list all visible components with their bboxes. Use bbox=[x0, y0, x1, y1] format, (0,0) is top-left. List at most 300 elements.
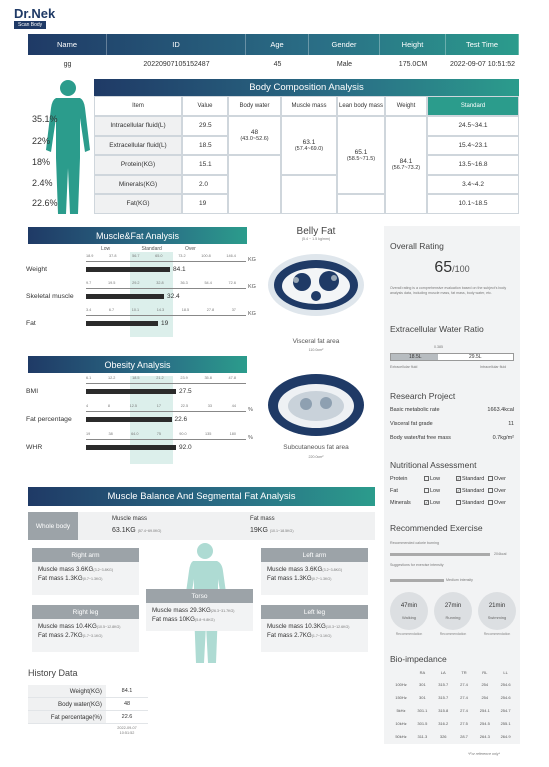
rating-score-box bbox=[384, 259, 520, 277]
muscle-mass-cell-range: (57.4~69.0) bbox=[294, 145, 324, 152]
bio-cell: TR bbox=[461, 670, 467, 675]
muscle-fat-value: 19 bbox=[161, 320, 169, 327]
rating-description: Overall rating is a comprehensive evaluation based on the subject's body analysis data, including muscle mass, fat mass, body water, etc. bbox=[390, 286, 507, 295]
info-values-row bbox=[28, 55, 519, 73]
right-leg-fat-value: 2.7KG bbox=[65, 632, 83, 639]
nutrition-title: Nutritional Assessment bbox=[390, 460, 477, 470]
ecw-right-label: Intracellular fluid bbox=[480, 365, 507, 369]
footer-note: *For reference only* bbox=[468, 752, 500, 756]
obesity-value: 27.5 bbox=[179, 388, 192, 395]
bio-row bbox=[390, 730, 516, 743]
checked-box-icon: ✓ bbox=[457, 488, 461, 494]
muscle-fat-tick: 3.4 bbox=[86, 308, 92, 312]
obesity-bar bbox=[86, 417, 172, 422]
left-arm-muscle-label: Muscle mass bbox=[267, 566, 305, 573]
exercise-time: 21min bbox=[488, 602, 506, 609]
muscle-fat-ticks bbox=[86, 281, 236, 285]
muscle-fat-tick: 27.8 bbox=[206, 308, 215, 312]
history-value: 22.6 bbox=[121, 714, 133, 720]
checkbox-icon bbox=[488, 488, 493, 493]
bio-cell: 254.6 bbox=[500, 682, 511, 687]
whole-fat-label: Fat mass bbox=[250, 516, 275, 522]
muscle-fat-bar bbox=[86, 294, 164, 299]
bio-cell: 27.4 bbox=[460, 682, 468, 687]
muscle-fat-tick: 56.7 bbox=[132, 254, 140, 258]
intensity-bar bbox=[390, 579, 444, 582]
visceral-scan-icon bbox=[266, 252, 366, 318]
bio-cell: LL bbox=[503, 670, 508, 675]
muscle-fat-ticks bbox=[86, 254, 236, 258]
belly-fat-section bbox=[262, 226, 370, 471]
info-value-cell: 2022-09-07 10:51:52 bbox=[450, 60, 515, 68]
bio-cell: 254.7 bbox=[500, 708, 511, 713]
left-leg-fat bbox=[261, 630, 368, 639]
muscle-fat-tick: 54.4 bbox=[204, 281, 212, 285]
obesity-value: 22.6 bbox=[174, 416, 188, 423]
belly-fat-title: Belly Fat bbox=[296, 226, 336, 237]
muscle-fat-tick: 10.1 bbox=[131, 308, 140, 312]
muscle-fat-tick: 9.7 bbox=[86, 281, 92, 285]
nutrition-option-label: Over bbox=[494, 488, 506, 494]
composition-standard: 3.4~4.2 bbox=[427, 175, 519, 195]
left-leg-fat-label: Fat mass bbox=[267, 632, 295, 639]
muscle-fat-tick: 37.8 bbox=[109, 254, 117, 258]
info-value-cell: 20220907105152487 bbox=[143, 60, 210, 68]
bio-cell: 10kHz bbox=[395, 721, 407, 726]
history-row bbox=[28, 711, 148, 724]
history-date-day: 2022-09-07 bbox=[117, 726, 137, 730]
right-leg-fat-label: Fat mass bbox=[38, 632, 66, 639]
info-value-cell: gg bbox=[63, 60, 72, 68]
nutrition-option bbox=[456, 476, 484, 482]
composition-header-cell: Value bbox=[182, 96, 228, 116]
rating-max: /100 bbox=[452, 264, 470, 274]
left-leg-muscle-label: Muscle mass bbox=[267, 623, 305, 630]
muscle-fat-title: Muscle&Fat Analysis bbox=[28, 227, 247, 244]
nutrition-option-label: Low bbox=[430, 488, 441, 494]
nutrition-option-label: Standard bbox=[462, 488, 485, 494]
bio-cell: 326 bbox=[439, 734, 447, 739]
bio-row bbox=[390, 704, 516, 717]
obesity-tick: 18.5 bbox=[132, 376, 140, 380]
right-arm-box bbox=[32, 548, 139, 595]
body-percent-label: 18% bbox=[32, 157, 51, 167]
rating-title: Overall Rating bbox=[390, 241, 444, 251]
info-header-cell: Name bbox=[28, 34, 107, 55]
nutrition-label: Protein bbox=[390, 476, 408, 482]
ecw-right-value: 29.5L bbox=[469, 354, 482, 360]
right-arm-muscle-range: (3.2~3.8KG) bbox=[93, 568, 114, 572]
exercise-title: Recommended Exercise bbox=[390, 523, 483, 533]
research-value: 0.7kg/m² bbox=[492, 435, 514, 441]
obesity-tick: 21.2 bbox=[156, 376, 164, 380]
exercise-name: Walking bbox=[401, 614, 417, 620]
right-leg-muscle bbox=[32, 619, 139, 630]
subcutaneous-label: Subcutaneous fat area bbox=[283, 444, 349, 451]
brand-logo bbox=[14, 6, 55, 29]
obesity-ticks bbox=[86, 404, 236, 408]
right-arm-muscle bbox=[32, 562, 139, 573]
bio-cell: 315.8 bbox=[438, 708, 449, 713]
bio-row bbox=[390, 691, 516, 704]
ecw-ratio: 0.385 bbox=[434, 345, 443, 349]
bio-cell: 27.5 bbox=[460, 721, 468, 726]
bio-header-row bbox=[390, 667, 516, 678]
research-label: Body water/fat free mass bbox=[390, 435, 451, 441]
muscle-fat-bar bbox=[86, 321, 158, 326]
obesity-tick: 22.5 bbox=[180, 404, 189, 408]
left-arm-title: Left arm bbox=[261, 548, 368, 562]
left-leg-fat-value: 2.7KG bbox=[294, 632, 312, 639]
bio-cell: 315.7 bbox=[438, 682, 449, 687]
info-header-cell: ID bbox=[107, 34, 246, 55]
left-arm-fat-label: Fat mass bbox=[267, 575, 295, 582]
composition-header-cell: Muscle mass bbox=[281, 96, 337, 116]
history-row bbox=[28, 685, 148, 698]
visceral-value: 110.0cm² bbox=[308, 348, 324, 352]
obesity-bar bbox=[86, 445, 176, 450]
bio-cell: 5kHz bbox=[396, 708, 406, 713]
brand-name: Dr.Nek bbox=[14, 6, 56, 21]
research-label: Basic metabolic rate bbox=[390, 407, 440, 413]
left-arm-muscle bbox=[261, 562, 368, 573]
torso-fat-label: Fat mass bbox=[152, 616, 180, 623]
exercise-name: Swimming bbox=[487, 614, 507, 620]
rating-score: 65 bbox=[434, 259, 453, 276]
bio-cell: RL bbox=[482, 670, 488, 675]
obesity-tick: 4 bbox=[86, 404, 89, 408]
torso-fat-range: (5.8~9.8KG) bbox=[195, 618, 215, 622]
nutrition-option bbox=[488, 476, 506, 482]
nutrition-option-label: Over bbox=[494, 500, 506, 506]
info-value-cell: 175.0CM bbox=[398, 60, 428, 68]
composition-title: Body Composition Analysis bbox=[94, 79, 519, 96]
obesity-tick: 8 bbox=[107, 404, 110, 408]
nutrition-option-label: Low bbox=[430, 500, 441, 506]
right-leg-muscle-range: (10.5~12.8KG) bbox=[96, 625, 121, 629]
left-leg-title: Left leg bbox=[261, 605, 368, 619]
body-water-cell-number: 48 bbox=[250, 129, 259, 136]
left-leg-muscle bbox=[261, 619, 368, 630]
whole-muscle-number: 63.1KG bbox=[112, 527, 136, 534]
info-header-cell: Age bbox=[246, 34, 309, 55]
obesity-tick: 38 bbox=[108, 432, 113, 436]
nutrition-option bbox=[456, 500, 484, 506]
composition-header-cell: Weight bbox=[385, 96, 427, 116]
muscle-fat-ticks bbox=[86, 308, 236, 312]
bio-cell: 27.4 bbox=[460, 708, 468, 713]
bio-cell: 28.7 bbox=[460, 734, 468, 739]
obesity-tick: 35.8 bbox=[204, 376, 212, 380]
bio-cell: 254.5 bbox=[479, 721, 490, 726]
obesity-tick: 19 bbox=[86, 432, 91, 436]
muscle-fat-tick: 32.8 bbox=[156, 281, 164, 285]
right-leg-title: Right leg bbox=[32, 605, 139, 619]
checkbox-icon bbox=[424, 488, 429, 493]
nutrition-option-label: Over bbox=[494, 476, 506, 482]
body-percent-label: 22% bbox=[32, 136, 51, 146]
bio-title: Bio-impedance bbox=[390, 654, 447, 664]
muscle-fat-tick: 36.3 bbox=[180, 281, 188, 285]
bio-cell: LA bbox=[440, 670, 446, 675]
muscle-fat-tick: 73.2 bbox=[178, 254, 186, 258]
obesity-tick: 47.8 bbox=[228, 376, 236, 380]
torso-muscle-range: (26.3~31.7KG) bbox=[210, 609, 235, 613]
right-arm-fat-label: Fat mass bbox=[38, 575, 66, 582]
ecw-left-value: 18.5L bbox=[409, 354, 422, 360]
research-value: 11 bbox=[508, 421, 514, 427]
intensity-value: Medium intensity bbox=[446, 578, 473, 582]
obesity-tick: 6.1 bbox=[86, 376, 92, 380]
obesity-axis bbox=[86, 439, 246, 440]
research-value: 1663.4kcal bbox=[487, 407, 514, 413]
muscle-fat-value: 84.1 bbox=[173, 266, 186, 273]
info-value-cell: Male bbox=[336, 60, 353, 68]
composition-value: 19 bbox=[182, 194, 228, 214]
calorie-label: Recommended calorie burning bbox=[390, 541, 439, 545]
composition-header-cell: Standard bbox=[427, 96, 519, 116]
nutrition-option-label: Standard bbox=[462, 500, 485, 506]
obesity-tick: 12.5 bbox=[129, 404, 138, 408]
whole-muscle-value bbox=[112, 527, 161, 534]
obesity-tick: 33 bbox=[207, 404, 213, 408]
checkbox-icon bbox=[488, 500, 493, 505]
calorie-value: 204kcal bbox=[494, 552, 507, 556]
composition-header-cell: Item bbox=[94, 96, 182, 116]
subcutaneous-value: 220.0cm² bbox=[308, 455, 324, 459]
belly-fat-subtitle: (5.4 ~ 1.5 kg/mm) bbox=[301, 237, 331, 241]
bio-cell: RA bbox=[419, 670, 426, 675]
bio-cell: 301 bbox=[419, 695, 426, 700]
muscle-fat-label: Fat bbox=[26, 320, 36, 327]
composition-value: 18.5 bbox=[182, 136, 228, 156]
composition-header-cell: Body water bbox=[228, 96, 281, 116]
composition-standard: 10.1~18.5 bbox=[427, 194, 519, 214]
obesity-label: Fat percentage bbox=[26, 416, 72, 423]
muscle-fat-bar bbox=[86, 267, 170, 272]
bio-cell: 27.4 bbox=[460, 695, 468, 700]
bio-cell: 316.2 bbox=[438, 721, 449, 726]
bio-row bbox=[390, 717, 516, 730]
muscle-fat-axis bbox=[86, 315, 246, 316]
history-table bbox=[28, 685, 148, 735]
exercise-circle bbox=[434, 592, 472, 630]
checked-box-icon: ✓ bbox=[425, 500, 429, 506]
obesity-tick: 44 bbox=[231, 404, 236, 408]
obesity-axis bbox=[86, 411, 246, 412]
right-leg-muscle-value: 10.4KG bbox=[75, 623, 97, 630]
composition-item: Minerals(KG) bbox=[94, 175, 182, 195]
right-arm-fat-value: 1.3KG bbox=[65, 575, 83, 582]
exercise-name: Running bbox=[445, 614, 461, 620]
right-arm-title: Right arm bbox=[32, 548, 139, 562]
whole-body-row bbox=[28, 512, 375, 540]
obesity-ticks bbox=[86, 376, 236, 380]
body-water-blank bbox=[228, 155, 281, 214]
history-date bbox=[106, 724, 148, 735]
history-label: Fat percentage(%) bbox=[28, 711, 106, 723]
obesity-label: BMI bbox=[26, 388, 39, 395]
composition-item: Extracellular fluid(L) bbox=[94, 136, 182, 156]
obesity-bar bbox=[86, 389, 176, 394]
bio-cell: 254 bbox=[481, 695, 489, 700]
history-label: Body water(KG) bbox=[28, 698, 106, 710]
left-arm-box bbox=[261, 548, 368, 595]
obesity-unit: % bbox=[248, 435, 253, 441]
bio-cell: 301.1 bbox=[417, 708, 428, 713]
obesity-tick: 75 bbox=[156, 432, 161, 436]
nutrition-option-label: Standard bbox=[462, 476, 485, 482]
bio-cell: 254 bbox=[481, 682, 489, 687]
muscle-fat-unit: KG bbox=[248, 311, 256, 317]
bio-cell: 301 bbox=[419, 682, 426, 687]
muscle-fat-scale-label: Over bbox=[185, 246, 196, 252]
lean-mass-cell-number: 65.1 bbox=[354, 148, 368, 156]
history-title: History Data bbox=[28, 668, 78, 678]
obesity-tick: 12.2 bbox=[108, 376, 116, 380]
obesity-tick: 180 bbox=[229, 432, 236, 436]
torso-muscle-value: 29.3KG bbox=[189, 607, 211, 614]
bio-cell: 150Hz bbox=[395, 695, 407, 700]
ecw-title: Extracellular Water Ratio bbox=[390, 324, 484, 334]
bio-cell: 254.6 bbox=[500, 695, 511, 700]
bio-cell: 311.3 bbox=[417, 734, 428, 739]
segmental-title: Muscle Balance And Segmental Fat Analysis bbox=[28, 487, 375, 506]
ecw-bar bbox=[390, 353, 514, 361]
nutrition-label: Minerals bbox=[390, 500, 411, 506]
muscle-mass-cell-number: 63.1 bbox=[302, 138, 316, 146]
history-label: Weight(KG) bbox=[28, 685, 106, 697]
muscle-fat-value: 32.4 bbox=[167, 293, 180, 300]
composition-value: 2.0 bbox=[182, 175, 228, 195]
right-leg-fat-range: (1.7~3.1KG) bbox=[82, 634, 103, 638]
lean-mass-cell-range: (58.5~71.5) bbox=[346, 155, 376, 162]
obesity-unit: % bbox=[248, 407, 253, 413]
exercise-caption: Recommendation bbox=[483, 632, 511, 636]
muscle-fat-tick: 14.3 bbox=[156, 308, 165, 312]
obesity-tick: 90.0 bbox=[179, 432, 187, 436]
nutrition-option-label: Low bbox=[430, 476, 441, 482]
torso-muscle-label: Muscle mass bbox=[152, 607, 190, 614]
visceral-label: Visceral fat area bbox=[292, 338, 340, 345]
left-arm-muscle-range: (3.2~3.8KG) bbox=[322, 568, 343, 572]
info-header-cell: Height bbox=[380, 34, 446, 55]
composition-header-cell: Lean body mass bbox=[337, 96, 385, 116]
right-arm-fat bbox=[32, 573, 139, 582]
torso-fat-value: 10KG bbox=[179, 616, 195, 623]
obesity-chart bbox=[26, 376, 253, 470]
obesity-tick: 17 bbox=[156, 404, 161, 408]
composition-item: Intracellular fluid(L) bbox=[94, 116, 182, 136]
muscle-fat-unit: KG bbox=[248, 284, 256, 290]
composition-item: Protein(KG) bbox=[94, 155, 182, 175]
composition-standard: 15.4~23.1 bbox=[427, 136, 519, 156]
info-header-cell: Gender bbox=[309, 34, 380, 55]
muscle-fat-tick: 18.5 bbox=[181, 308, 190, 312]
muscle-fat-tick: 100.8 bbox=[201, 254, 211, 258]
left-leg-muscle-value: 10.3KG bbox=[304, 623, 326, 630]
nutrition-label: Fat bbox=[390, 488, 398, 494]
checked-box-icon: ✓ bbox=[457, 476, 461, 482]
nutrition-option bbox=[488, 500, 506, 506]
muscle-fat-tick: 65.0 bbox=[155, 254, 163, 258]
left-leg-fat-range: (1.7~3.1KG) bbox=[311, 634, 332, 638]
obesity-axis bbox=[86, 383, 246, 384]
obesity-ticks bbox=[86, 432, 236, 436]
checkbox-icon bbox=[424, 476, 429, 481]
composition-value: 29.5 bbox=[182, 116, 228, 136]
obesity-value: 92.0 bbox=[179, 444, 192, 451]
bio-cell: 264.3 bbox=[479, 734, 490, 739]
intensity-label: Suggestions for exercise intensity bbox=[390, 563, 444, 567]
nutrition-option bbox=[424, 476, 440, 482]
muscle-fat-tick: 146.4 bbox=[226, 254, 236, 258]
checkbox-icon bbox=[488, 476, 493, 481]
nutrition-option bbox=[456, 488, 484, 494]
nutrition-option bbox=[488, 488, 506, 494]
composition-value: 15.1 bbox=[182, 155, 228, 175]
bio-cell: 301.5 bbox=[417, 721, 428, 726]
left-arm-muscle-value: 3.6KG bbox=[304, 566, 323, 573]
muscle-fat-tick: 6.7 bbox=[108, 308, 115, 312]
muscle-fat-tick: 19.5 bbox=[108, 281, 116, 285]
body-percent-label: 35.1% bbox=[32, 114, 58, 124]
ecw-left-label: Extracellular fluid bbox=[390, 365, 418, 369]
obesity-tick: 64.0 bbox=[131, 432, 139, 436]
history-value: 84.1 bbox=[121, 688, 133, 694]
whole-body-label: Whole body bbox=[28, 512, 78, 540]
left-arm-fat-value: 1.3KG bbox=[294, 575, 312, 582]
nutrition-option bbox=[424, 488, 440, 494]
obesity-tick: 135 bbox=[204, 432, 212, 436]
whole-fat-range: (10.1~18.5KG) bbox=[269, 529, 294, 533]
muscle-fat-axis bbox=[86, 288, 246, 289]
left-leg-muscle-range: (10.3~12.6KG) bbox=[325, 625, 350, 629]
muscle-fat-scale-label: Low bbox=[101, 246, 111, 252]
muscle-mass-blank bbox=[281, 175, 337, 214]
muscle-mass-cell bbox=[281, 116, 337, 175]
right-arm-muscle-label: Muscle mass bbox=[38, 566, 76, 573]
research-title: Research Project bbox=[390, 391, 456, 401]
exercise-time: 47min bbox=[400, 602, 418, 609]
subcutaneous-scan-icon bbox=[266, 372, 366, 438]
research-label: Visceral fat grade bbox=[390, 421, 433, 427]
body-water-cell bbox=[228, 116, 281, 155]
muscle-fat-scale-label: Standard bbox=[141, 246, 162, 252]
torso-muscle bbox=[146, 603, 253, 614]
right-leg-muscle-label: Muscle mass bbox=[38, 623, 76, 630]
checkbox-icon bbox=[456, 500, 461, 505]
lean-mass-blank bbox=[337, 194, 385, 214]
bio-cell: 255.1 bbox=[500, 721, 511, 726]
muscle-fat-label: Skeletal muscle bbox=[26, 293, 74, 300]
lean-mass-cell bbox=[337, 116, 385, 194]
whole-muscle-label: Muscle mass bbox=[112, 516, 148, 522]
info-table bbox=[28, 34, 519, 73]
torso-title: Torso bbox=[146, 589, 253, 603]
left-arm-fat bbox=[261, 573, 368, 582]
body-water-cell-range: (43.0~52.6) bbox=[240, 136, 269, 142]
obesity-tick: 23.9 bbox=[180, 376, 188, 380]
whole-fat-value bbox=[250, 527, 294, 534]
composition-table bbox=[94, 96, 519, 214]
left-arm-fat-range: (0.7~1.3KG) bbox=[311, 577, 332, 581]
history-value: 48 bbox=[123, 701, 131, 707]
exercise-circle bbox=[478, 592, 516, 630]
muscle-fat-tick: 72.6 bbox=[228, 281, 236, 285]
bio-cell: 100Hz bbox=[395, 682, 407, 687]
info-header-row bbox=[28, 34, 519, 55]
